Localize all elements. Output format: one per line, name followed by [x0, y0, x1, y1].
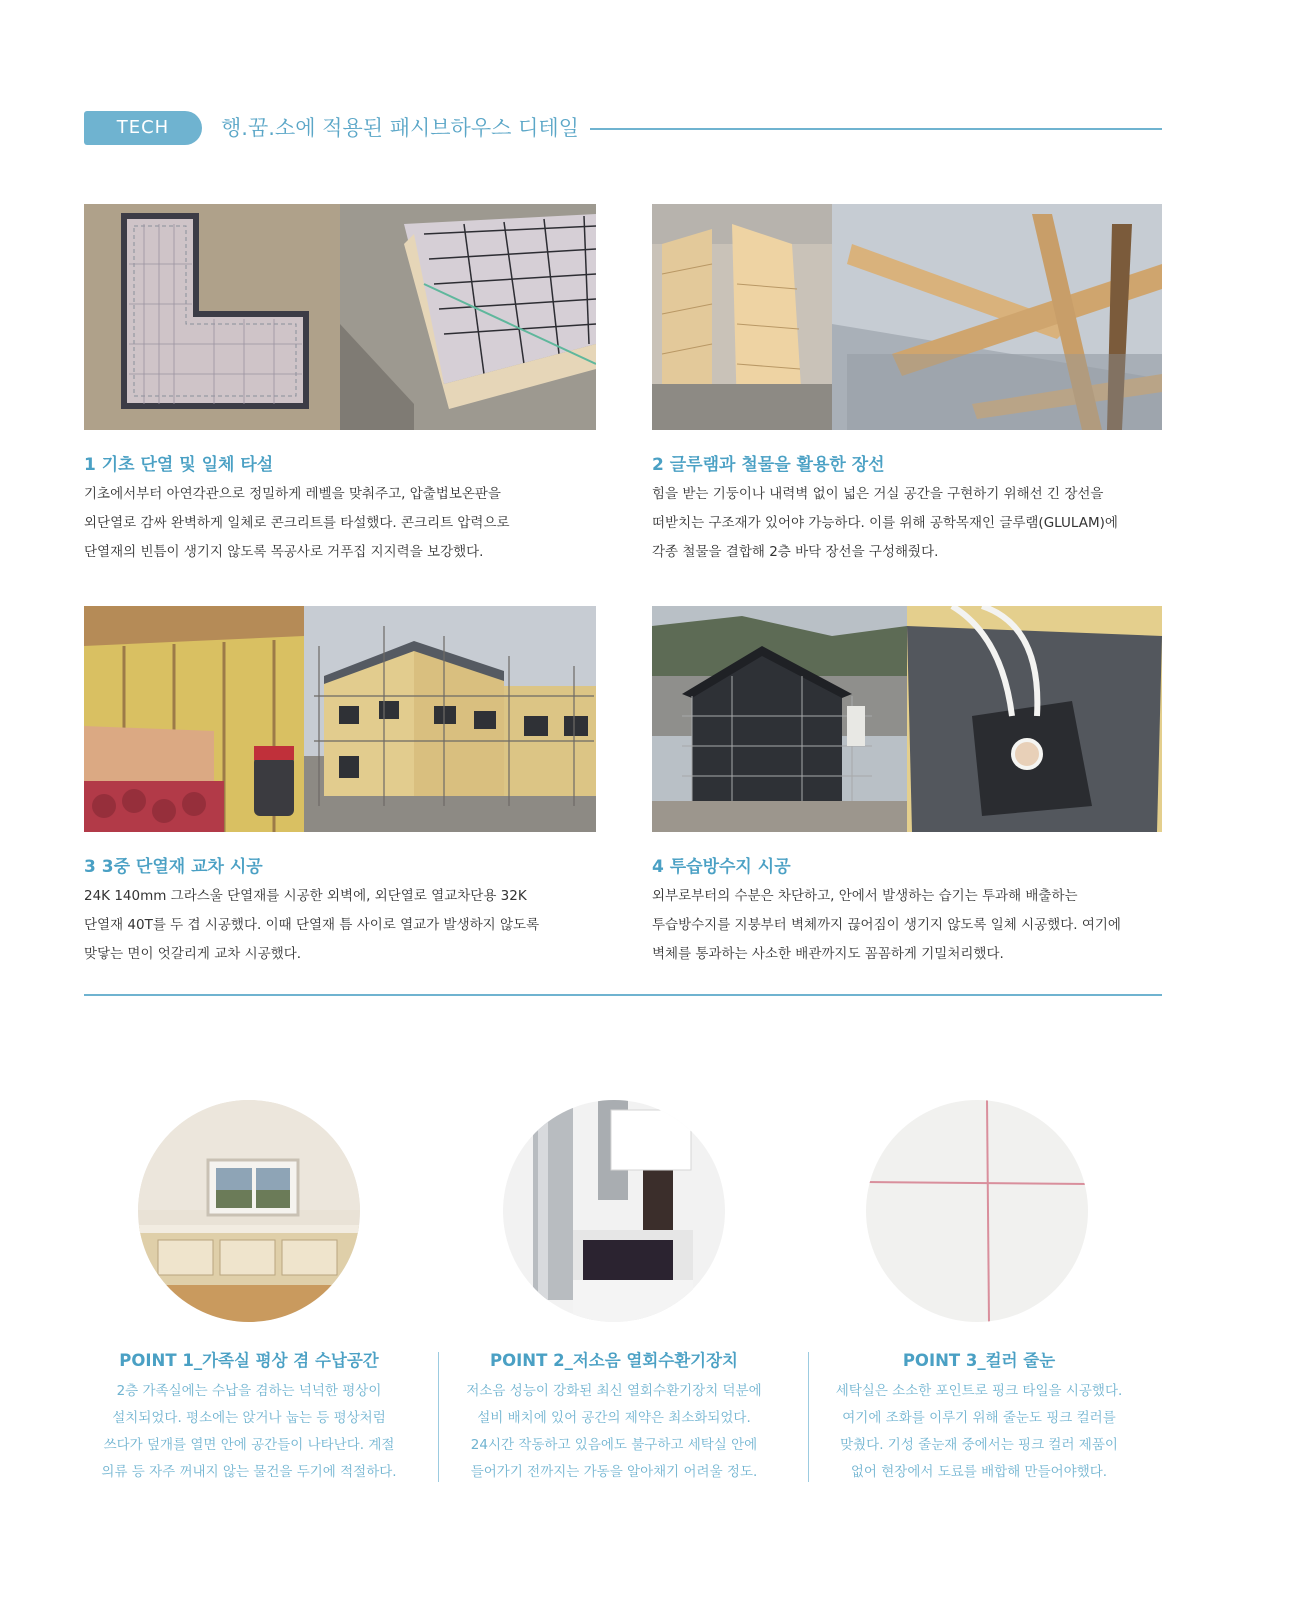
- step-1-title: 1 기초 단열 및 일체 타설: [84, 455, 274, 475]
- photo-membrane: [652, 606, 1162, 832]
- step-3-title: 3 3중 단열재 교차 시공: [84, 857, 263, 877]
- step-4-title: 4 투습방수지 시공: [652, 857, 791, 877]
- point-2-photo: [503, 1100, 725, 1322]
- point-1-photo: [138, 1100, 360, 1322]
- step-2-title: 2 글루램과 철물을 활용한 장선: [652, 455, 885, 475]
- point-3-title: POINT 3_컬러 줄눈: [902, 1351, 1056, 1370]
- point-3-photo: [866, 1100, 1088, 1322]
- tech-tag: TECH: [84, 111, 202, 145]
- section-divider: [84, 994, 1162, 996]
- point-1-text: 2층 가족실에는 수납을 겸하는 넉넉한 평상이 설치되었다. 평소에는 앉거나 눕는 등 평상처럼 쓰다가 덮개를 열면 안에 공간들이 나타난다. 계절 의류 등 자주 꺼내지 않는 물건을 두기에 적절하다.: [101, 1383, 397, 1480]
- point-2-text: 저소음 성능이 강화된 최신 열회수환기장치 덕분에 설비 배치에 있어 공간의 제약은 최소화되었다. 24시간 작동하고 있음에도 불구하고 세탁실 안에 들어가기 전까지는 가동을 알아채기 어려울 정도.: [466, 1383, 762, 1480]
- photo-glulam: [652, 204, 1162, 430]
- header-divider: [590, 128, 1162, 130]
- page-title: 행.꿈.소에 적용된 패시브하우스 디테일: [221, 116, 579, 140]
- step-1-text: 기초에서부터 아연각관으로 정밀하게 레벨을 맞춰주고, 압출법보온판을 외단열로 감싸 완벽하게 일체로 콘크리트를 타설했다. 콘크리트 압력으로 단열재의 빈틈이 생기지 않도록 목공사로 거푸집 지지력을 보강했다.: [84, 486, 510, 560]
- step-3-text: 24K 140mm 그라스울 단열재를 시공한 외벽에, 외단열로 열교차단용 32K 단열재 40T를 두 겹 시공했다. 이때 단열재 틈 사이로 열교가 발생하지 않도록 맞닿는 면이 엇갈리게 교차 시공했다.: [84, 888, 540, 962]
- step-4-text: 외부로부터의 수분은 차단하고, 안에서 발생하는 습기는 투과해 배출하는 투습방수지를 지붕부터 벽체까지 끊어짐이 생기지 않도록 일체 시공했다. 여기에 벽체를 통과하는 사소한 배관까지도 꼼꼼하게 기밀처리했다.: [652, 888, 1121, 962]
- photo-insulation: [84, 606, 596, 832]
- photo-foundation: [84, 204, 596, 430]
- point-divider-1: [438, 1352, 439, 1482]
- point-3-text: 세탁실은 소소한 포인트로 핑크 타일을 시공했다. 여기에 조화를 이루기 위해 줄눈도 핑크 컬러를 맞췄다. 기성 줄눈재 중에서는 핑크 컬러 제품이 없어 현장에서 도료를 배합해 만들어야했다.: [835, 1383, 1123, 1480]
- point-divider-2: [808, 1352, 809, 1482]
- point-2-title: POINT 2_저소음 열회수환기장치: [490, 1351, 738, 1370]
- point-1-title: POINT 1_가족실 평상 겸 수납공간: [119, 1351, 379, 1370]
- step-2-text: 힘을 받는 기둥이나 내력벽 없이 넓은 거실 공간을 구현하기 위해선 긴 장선을 떠받치는 구조재가 있어야 가능하다. 이를 위해 공학목재인 글루램(GLULAM)에 각종 철물을 결합해 2층 바닥 장선을 구성해줬다.: [652, 486, 1118, 560]
